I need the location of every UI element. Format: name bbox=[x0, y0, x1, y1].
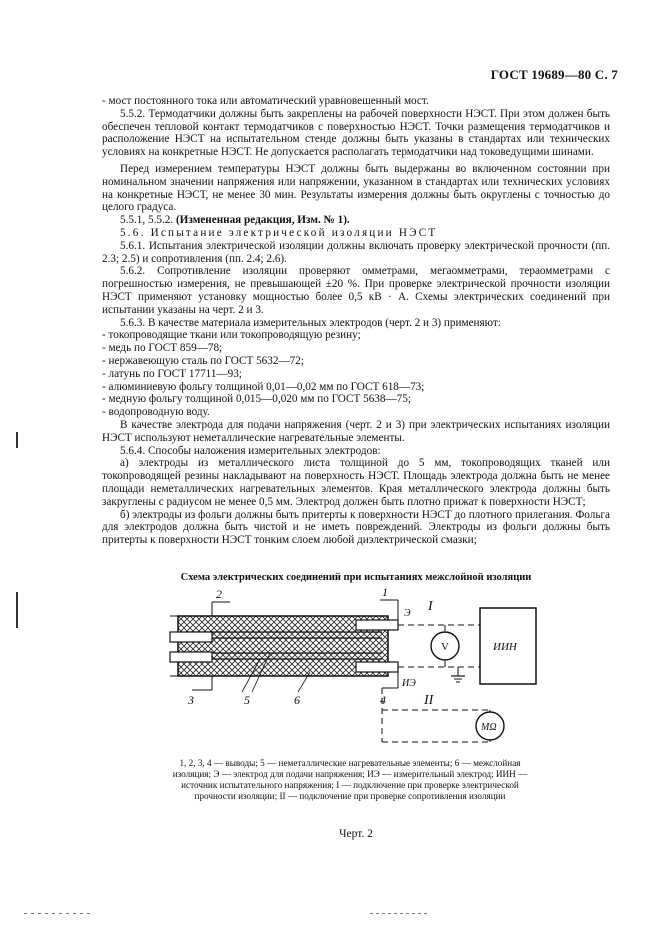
list-item: - алюминиевую фольгу толщиной 0,01—0,02 мм по ГОСТ 618—73; bbox=[102, 380, 425, 393]
list-item: - водопроводную воду. bbox=[102, 406, 210, 419]
paragraph: 5.6.1. Испытания электрической изоляции должны включать проверку электрической прочности (пп. 2.3; 2.5) и сопротивления (пп. 2.4; 2.6). bbox=[102, 239, 610, 265]
diagram-caption: 1, 2, 3, 4 — выводы; 5 — неметаллические нагревательные элементы; 6 — межслойная изоляция; Э — электрод для подачи напряжения; ИЭ — измерительный электрод; ИИН — источник испытательного напряжения; I — подключение при проверке электрической прочности изоляции; II — подключение при проверке сопротивления изоляции bbox=[172, 758, 528, 801]
label-6: 6 bbox=[294, 693, 300, 707]
margin-mark bbox=[16, 592, 18, 628]
paragraph: 5.6.3. В качестве материала измерительных электродов (черт. 2 и 3) применяют: bbox=[120, 316, 501, 329]
label-1: 1 bbox=[382, 585, 388, 599]
label-3: 3 bbox=[188, 693, 194, 707]
label-electrode: Э bbox=[404, 608, 411, 619]
voltage-source-label: ИИН bbox=[493, 641, 517, 653]
list-item: - токопроводящие ткани или токопроводящую резину; bbox=[102, 329, 361, 342]
list-item: - нержавеющую сталь по ГОСТ 5632—72; bbox=[102, 354, 304, 367]
voltmeter-label: V bbox=[441, 641, 449, 653]
amendment-note bbox=[102, 214, 610, 227]
terminal-plate bbox=[356, 662, 398, 672]
list-item: - медь по ГОСТ 859—78; bbox=[102, 342, 223, 355]
wiring-diagram bbox=[160, 580, 540, 760]
figure-label: Черт. 2 bbox=[339, 828, 373, 840]
document-body bbox=[102, 95, 610, 547]
paragraph: 5.6.2. Сопротивление изоляции проверяют омметрами, мегаомметрами, тераомметрами с погрешностью измерения, не превышающей ±20 %. При проверке электрической прочности изоляции НЭСТ применяют установку мощностью более 0,5 кВ · А. Схемы электрических соединений при испытании указаны на черт. 2 и 3. bbox=[102, 265, 610, 316]
label-4: 4 bbox=[380, 693, 386, 707]
amendment-text: (Измененная редакция, Изм. № 1). bbox=[175, 214, 350, 227]
paragraph: 5.6.4. Способы наложения измерительных электродов: bbox=[120, 444, 381, 457]
diagram-title: Схема электрических соединений при испытаниях межслойной изоляции bbox=[180, 572, 532, 583]
paragraph: 5.5.2. Термодатчики должны быть закреплены на рабочей поверхности НЭСТ. При этом должен быть обеспечен тепловой контакт термодатчиков с поверхностью НЭСТ. Точки размещения термодатчиков и расположение НЭСТ на испытательном стенде должны быть указаны в стандартах или технических условиях на конкретные НЭСТ. Не допускается располагать термодатчики над токоведущими шинами. bbox=[102, 107, 610, 159]
paragraph: - мост постоянного тока или автоматический уравновешенный мост. bbox=[102, 95, 429, 107]
paragraph: Перед измерением температуры НЭСТ должны быть выдержаны во включенном состоянии при номинальном значении напряжения или напряжении, указанном в стандартах или технических условиях на конкретные НЭСТ, не менее 30 мин. Результаты измерения должны быть округлены с точностью до целого градуса. bbox=[102, 162, 610, 214]
label-2: 2 bbox=[216, 587, 222, 601]
scan-artifact bbox=[24, 913, 94, 914]
margin-mark bbox=[16, 432, 18, 448]
paragraph: В качестве электрода для подачи напряжения (черт. 2 и 3) при электрических испытаниях изоляции НЭСТ используют неметаллические нагревательные элементы. bbox=[102, 418, 610, 444]
list-item: - латунь по ГОСТ 17711—93; bbox=[102, 367, 242, 380]
label-circuit-ii: II bbox=[424, 693, 434, 708]
page-header: ГОСТ 19689—80 С. 7 bbox=[490, 67, 618, 82]
megohmmeter-label: МΩ bbox=[481, 722, 497, 733]
list-item: - медную фольгу толщиной 0,015—0,020 мм по ГОСТ 5638—75; bbox=[102, 393, 411, 406]
label-measuring-electrode: ИЭ bbox=[402, 678, 416, 689]
section-heading: 5.6. Испытание электрической изоляции НЭСТ bbox=[120, 226, 438, 239]
label-circuit-i: I bbox=[428, 599, 433, 614]
terminal-plate bbox=[170, 652, 212, 662]
terminal-plate bbox=[356, 620, 398, 630]
paragraph: а) электроды из металлического листа толщиной до 5 мм, токопроводящих тканей или токопроводящей резины накладывают на поверхность НЭСТ. Площадь электрода должна быть не менее площади неметаллических нагревательных элементов. Края металлического электрода должны быть закруглены с радиусом не менее 0,5 мм. Электрод должен быть плотно прижат к поверхности НЭСТ; bbox=[102, 457, 610, 508]
scan-artifact bbox=[370, 913, 430, 914]
paragraph: б) электроды из фольги должны быть притерты к поверхности НЭСТ до плотного прилегания. Фольга для электродов должна быть чистой и не иметь повреждений. Электроды из фольги должны быть притерты к поверхности НЭСТ тонким слоем любой диэлектрической смазки; bbox=[102, 508, 610, 547]
amendment-clauses: 5.5.1, 5.5.2. bbox=[120, 214, 174, 227]
label-5: 5 bbox=[244, 693, 250, 707]
terminal-plate bbox=[170, 632, 212, 642]
